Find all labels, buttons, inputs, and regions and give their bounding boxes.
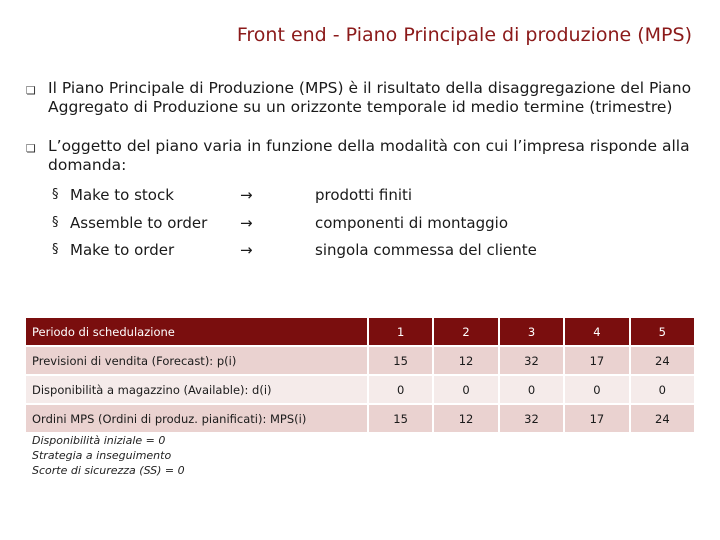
right-arrow-icon: → [240, 213, 253, 232]
bullet-text [48, 79, 696, 117]
note-line: Disponibilità iniziale = 0 [32, 434, 166, 447]
row-label: Previsioni di vendita (Forecast): p(i) [26, 346, 368, 375]
sub-item-label: Make to order [70, 241, 175, 259]
note-line: Strategia a inseguimento [32, 449, 172, 462]
bullet-text: L’oggetto del piano varia in funzione della modalità con cui l’impresa risponde alla domanda: [48, 137, 690, 174]
right-arrow-icon: → [240, 186, 253, 204]
mps-table [26, 316, 694, 432]
square-bullet-icon: § [52, 187, 59, 202]
note-line: Scorte di sicurezza (SS) = 0 [32, 464, 185, 477]
table-cell: 12 [433, 346, 498, 375]
table-header-period: 1 [368, 317, 433, 346]
sub-item-result: singola commessa del cliente [315, 241, 537, 259]
assumption-notes [32, 433, 185, 478]
table-cell: 17 [564, 404, 629, 432]
table-row [26, 375, 694, 404]
sub-item-label: Make to stock [70, 186, 174, 204]
table-header-row [26, 317, 694, 346]
checkbox-bullet-icon: ❏ [26, 142, 36, 155]
table-cell: 32 [499, 346, 564, 375]
table-header-period: 3 [499, 317, 564, 346]
table-header-period: 5 [630, 317, 694, 346]
table-cell: 0 [499, 375, 564, 404]
table-cell: 0 [564, 375, 629, 404]
sub-item-label: Assemble to order [70, 213, 208, 232]
table-header-period: 2 [433, 317, 498, 346]
table-cell: 0 [630, 375, 694, 404]
table-cell: 15 [368, 346, 433, 375]
table-cell: 32 [499, 404, 564, 432]
table-cell: 17 [564, 346, 629, 375]
sub-item-result: componenti di montaggio [315, 213, 509, 232]
table-cell: 0 [368, 375, 433, 404]
bullet-mps-definition [26, 79, 696, 117]
square-bullet-icon: § [52, 214, 59, 230]
square-bullet-icon: § [52, 242, 59, 257]
table-header-label: Periodo di schedulazione [26, 317, 368, 346]
table-cell: 15 [368, 404, 433, 432]
slide-title: Front end - Piano Principale di produzione (MPS) [236, 24, 692, 46]
table-cell: 24 [630, 404, 694, 432]
bullet-plan-object [26, 137, 696, 175]
table-cell: 24 [630, 346, 694, 375]
table-cell: 12 [433, 404, 498, 432]
table-cell: 0 [433, 375, 498, 404]
table-row [26, 346, 694, 375]
bullet-suffix: è il risultato della disaggregazione del Piano Aggregato di Produzione su un orizzonte temporale id medio termine (trimestre) [48, 79, 692, 116]
bullet-bold-term: Piano Principale di Produzione (MPS) [61, 79, 344, 97]
row-label: Disponibilità a magazzino (Available): d(i) [26, 375, 368, 404]
row-label: Ordini MPS (Ordini di produz. pianificati): MPS(i) [26, 404, 368, 432]
table-header-period: 4 [564, 317, 629, 346]
sub-item-result: prodotti finiti [315, 186, 413, 204]
right-arrow-icon: → [240, 241, 253, 259]
bullet-prefix: Il [48, 79, 62, 97]
checkbox-bullet-icon: ❏ [26, 84, 36, 97]
table-row [26, 404, 694, 432]
